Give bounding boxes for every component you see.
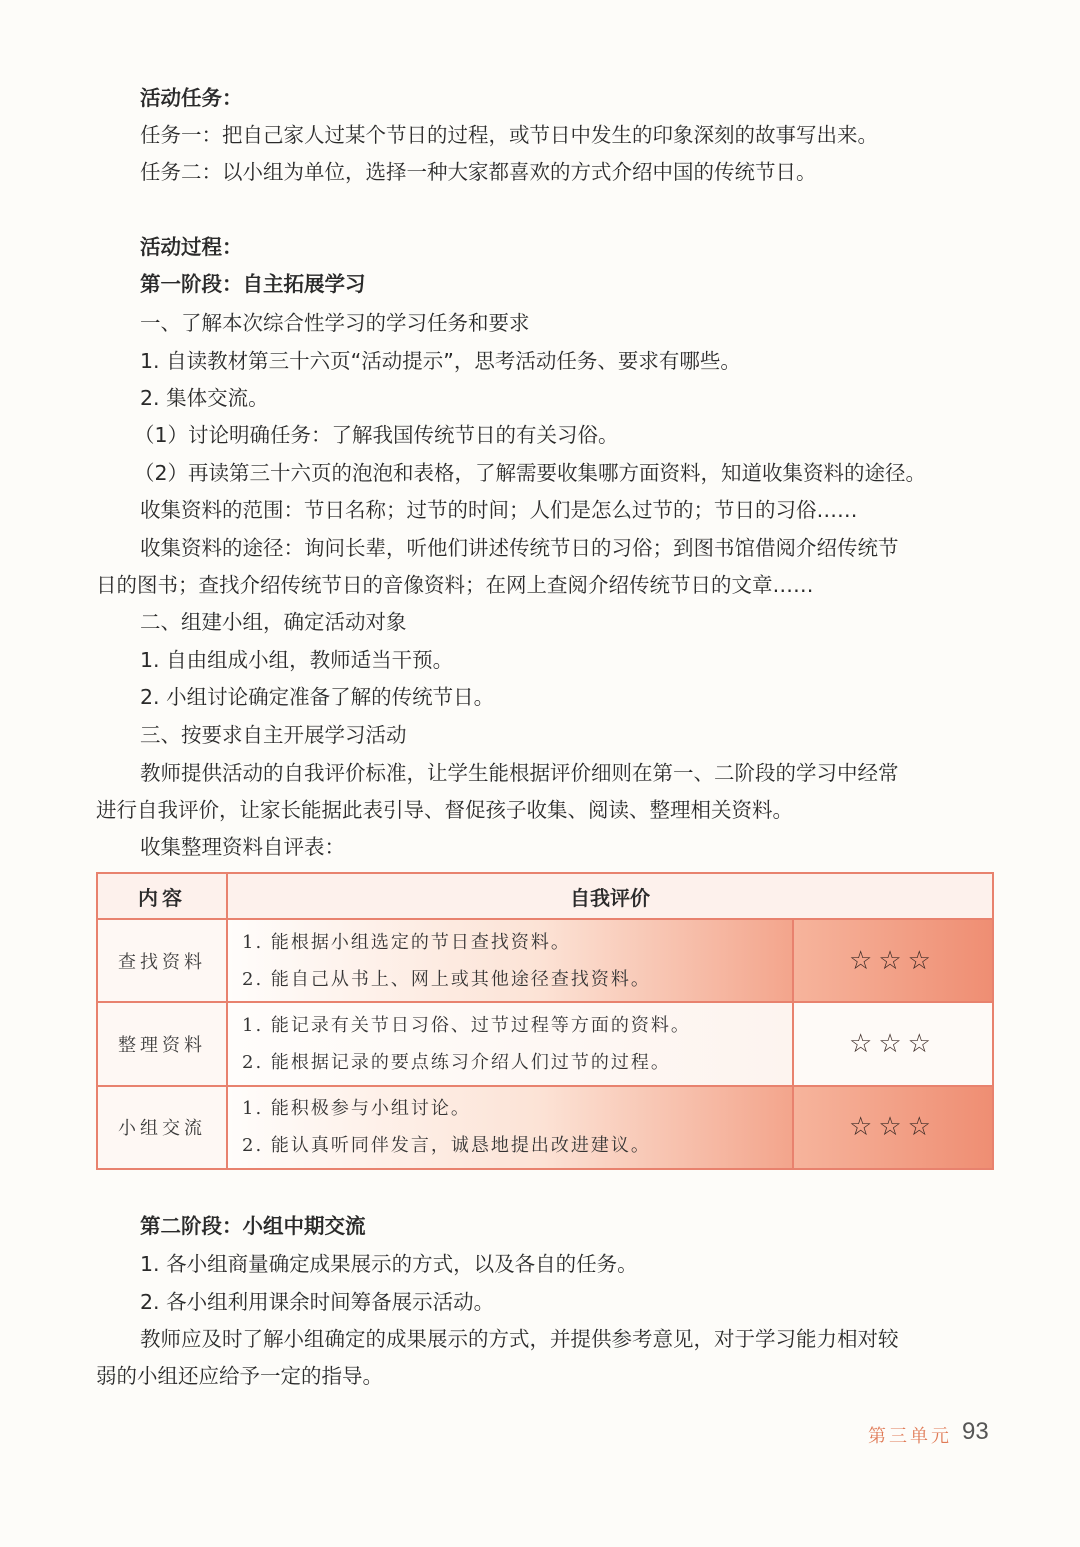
page-number: 93 bbox=[962, 1418, 989, 1445]
part3-title: 三、按要求自主开展学习活动 bbox=[140, 723, 407, 747]
collect-ways-line2: 日的图书；查找介绍传统节日的音像资料；在网上查阅介绍传统节日的文章…… bbox=[96, 573, 814, 597]
header-content: 内容 bbox=[97, 873, 227, 919]
stage2-title: 第二阶段：小组中期交流 bbox=[140, 1214, 366, 1238]
table-row bbox=[97, 919, 993, 1002]
table-header-row bbox=[97, 873, 993, 919]
part1-item2: 2. 集体交流。 bbox=[140, 386, 269, 410]
stage2-item2: 2. 各小组利用课余时间筹备展示活动。 bbox=[140, 1290, 495, 1314]
row-content: 查找资料 bbox=[97, 919, 227, 1002]
criteria-item: 1. 能积极参与小组讨论。 bbox=[242, 1098, 471, 1120]
part1-title: 一、了解本次综合性学习的学习任务和要求 bbox=[140, 311, 530, 335]
criteria-item: 2. 能自己从书上、网上或其他途径查找资料。 bbox=[242, 968, 651, 990]
star-rating: ☆☆☆ bbox=[793, 1086, 993, 1169]
part3-text-line2: 进行自我评价，让家长能据此表引导、督促孩子收集、阅读、整理相关资料。 bbox=[96, 798, 793, 822]
row-criteria bbox=[227, 1002, 793, 1085]
criteria-item: 2. 能认真听同伴发言，诚恳地提出改进建议。 bbox=[242, 1135, 651, 1157]
row-content: 小组交流 bbox=[97, 1086, 227, 1169]
process-heading: 活动过程： bbox=[140, 235, 243, 259]
collect-ways-line1: 收集资料的途径：询问长辈，听他们讲述传统节日的习俗；到图书馆借阅介绍传统节 bbox=[140, 536, 899, 560]
part1-item1: 1. 自读教材第三十六页“活动提示”，思考活动任务、要求有哪些。 bbox=[140, 349, 741, 373]
collect-scope: 收集资料的范围：节日名称；过节的时间；人们是怎么过节的；节日的习俗…… bbox=[140, 498, 858, 522]
task-two: 任务二：以小组为单位，选择一种大家都喜欢的方式介绍中国的传统节日。 bbox=[140, 160, 817, 184]
unit-label: 第三单元 bbox=[868, 1426, 952, 1447]
task-one: 任务一：把自己家人过某个节日的过程，或节日中发生的印象深刻的故事写出来。 bbox=[140, 123, 878, 147]
row-criteria bbox=[227, 919, 793, 1002]
criteria-item: 2. 能根据记录的要点练习介绍人们过节的过程。 bbox=[242, 1051, 671, 1073]
table-row bbox=[97, 1086, 993, 1169]
part2-item1: 1. 自由组成小组，教师适当干预。 bbox=[140, 648, 454, 672]
part3-text-line1: 教师提供活动的自我评价标准，让学生能根据评价细则在第一、二阶段的学习中经常 bbox=[140, 761, 899, 785]
stage2-item1: 1. 各小组商量确定成果展示的方式，以及各自的任务。 bbox=[140, 1252, 638, 1276]
star-rating: ☆☆☆ bbox=[793, 1002, 993, 1085]
criteria-item: 1. 能记录有关节日习俗、过节过程等方面的资料。 bbox=[242, 1014, 691, 1036]
part2-item2: 2. 小组讨论确定准备了解的传统节日。 bbox=[140, 685, 495, 709]
stage2-text-line1: 教师应及时了解小组确定的成果展示的方式，并提供参考意见，对于学习能力相对较 bbox=[140, 1327, 899, 1351]
row-content: 整理资料 bbox=[97, 1002, 227, 1085]
table-row bbox=[97, 1002, 993, 1085]
part2-title: 二、组建小组，确定活动对象 bbox=[140, 610, 407, 634]
part1-item2b: （2）再读第三十六页的泡泡和表格，了解需要收集哪方面资料，知道收集资料的途径。 bbox=[134, 461, 927, 485]
header-self-evaluation: 自我评价 bbox=[227, 873, 993, 919]
criteria-item: 1. 能根据小组选定的节日查找资料。 bbox=[242, 931, 571, 953]
table-caption: 收集整理资料自评表： bbox=[140, 835, 345, 859]
task-heading: 活动任务： bbox=[140, 86, 243, 110]
part1-item2a: （1）讨论明确任务：了解我国传统节日的有关习俗。 bbox=[134, 423, 619, 447]
row-criteria bbox=[227, 1086, 793, 1169]
stage1-title: 第一阶段：自主拓展学习 bbox=[140, 272, 366, 296]
star-rating: ☆☆☆ bbox=[793, 919, 993, 1002]
stage2-text-line2: 弱的小组还应给予一定的指导。 bbox=[96, 1364, 383, 1388]
self-evaluation-table bbox=[96, 872, 994, 1170]
